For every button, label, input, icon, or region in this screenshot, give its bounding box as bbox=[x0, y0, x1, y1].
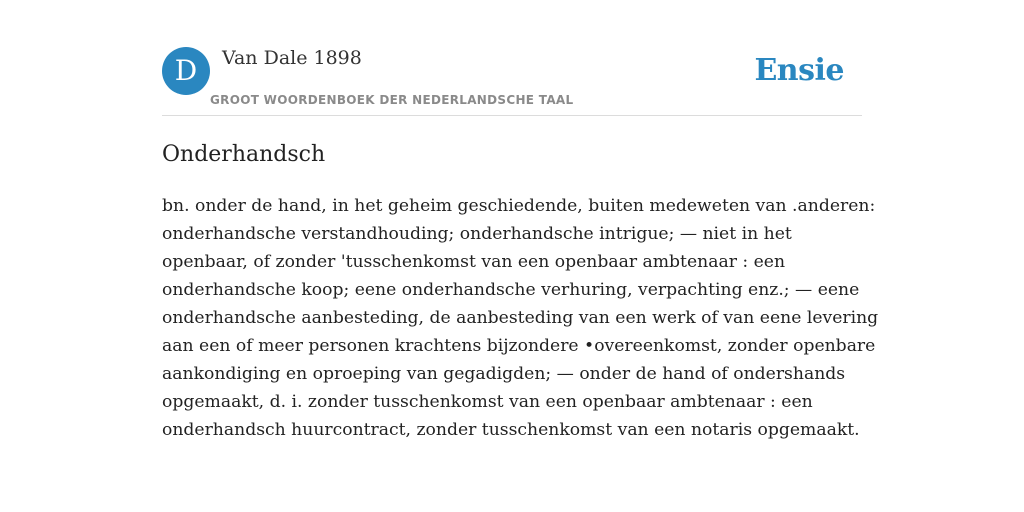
definition-line: openbaar, of zonder 'tusschenkomst van een openbaar ambtenaar : een bbox=[162, 252, 786, 272]
definition-line: aankondiging en oproeping van gegadigden; — onder de hand of ondershands bbox=[162, 364, 846, 384]
definition-line: aan een of meer personen krachtens bijzondere •overeenkomst, zonder openbare bbox=[162, 336, 876, 356]
entry-definition bbox=[162, 192, 879, 444]
definition-line: onderhandsche verstandhouding; onderhandsche intrigue; — niet in het bbox=[162, 224, 792, 244]
source-title[interactable]: Van Dale 1898 bbox=[222, 47, 362, 69]
brand-logo[interactable]: Ensie bbox=[754, 53, 844, 88]
definition-line: opgemaakt, d. i. zonder tusschenkomst van een openbaar ambtenaar : een bbox=[162, 392, 813, 412]
source-subtitle: GROOT WOORDENBOEK DER NEDERLANDSCHE TAAL bbox=[210, 93, 574, 107]
source-avatar[interactable]: D bbox=[162, 47, 210, 95]
definition-line: bn. onder de hand, in het geheim geschiedende, buiten medeweten van .anderen: bbox=[162, 196, 876, 216]
entry-headword: Onderhandsch bbox=[162, 142, 326, 167]
definition-line: onderhandsch huurcontract, zonder tusschenkomst van een notaris opgemaakt. bbox=[162, 420, 860, 440]
definition-line: onderhandsche aanbesteding, de aanbesteding van een werk of van eene levering bbox=[162, 308, 879, 328]
source-header bbox=[162, 45, 862, 116]
definition-line: onderhandsche koop; eene onderhandsche verhuring, verpachting enz.; — eene bbox=[162, 280, 860, 300]
